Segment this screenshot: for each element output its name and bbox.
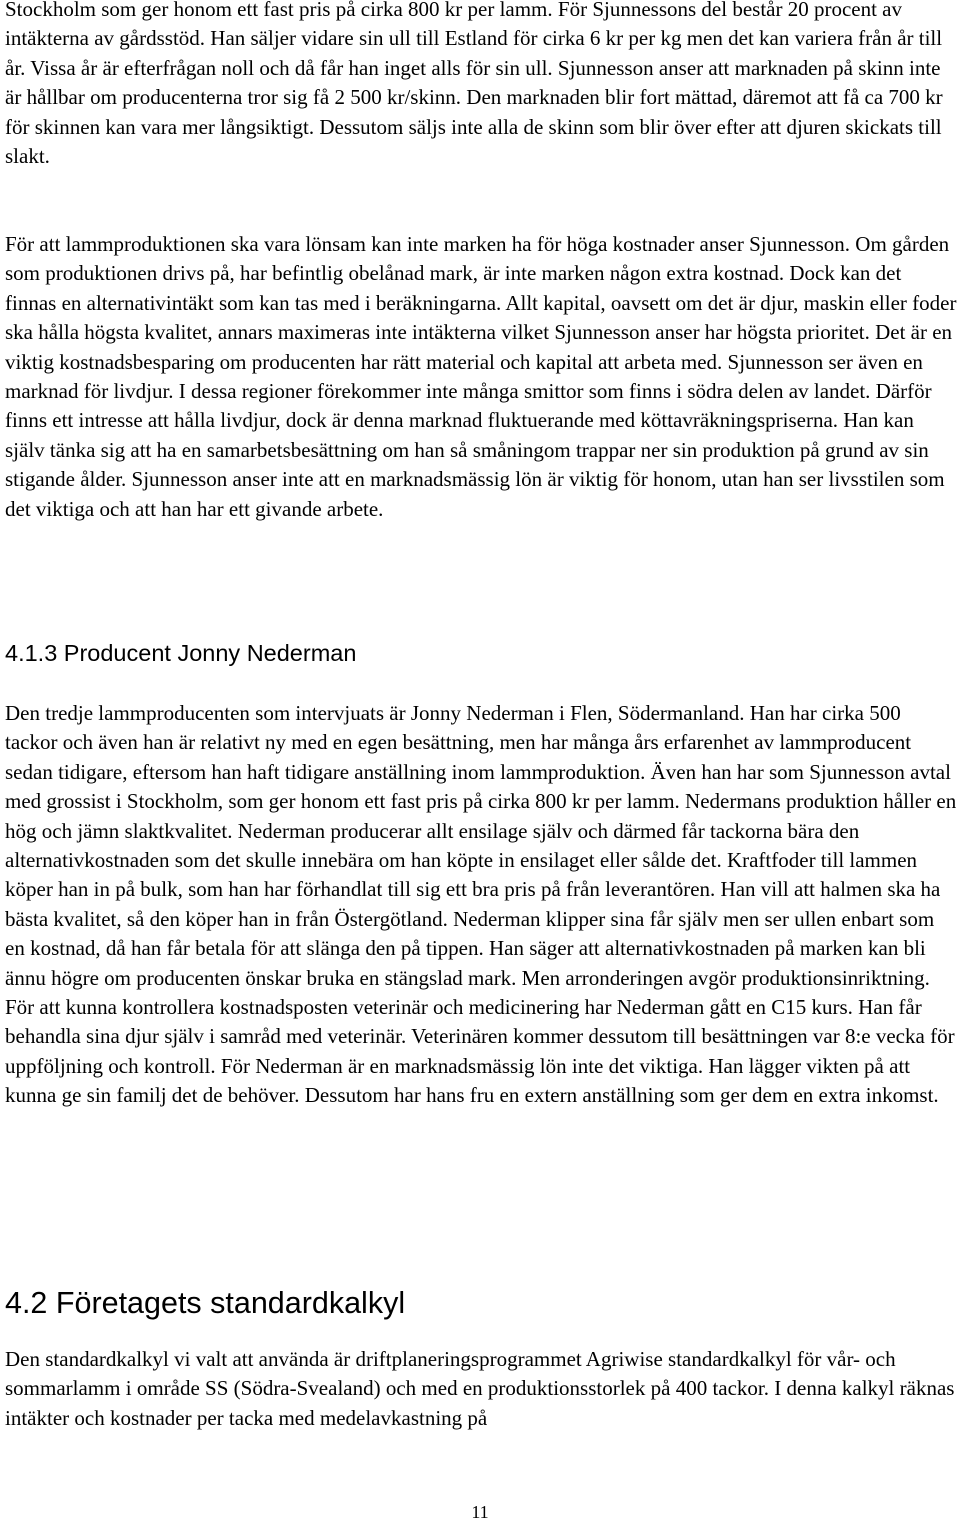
paragraph-nederman: Den tredje lammproducenten som intervjuats är Jonny Nederman i Flen, Södermanland. Han har cirka 500 tackor och även han är relativt ny med en egen besättning, men har många års erfarenhet av lammproducent sedan tidigare, eftersom han haft tidigare anställning inom lammproduktion. Även han har som Sjunnesson avtal med grossist i Stockholm, som ger honom ett fast pris på cirka 800 kr per lamm. Nedermans produktion håller en hög och jämn slaktkvalitet. Nederman producerar allt ensilage själv och därmed får tackorna bära den alternativkostnaden som det skulle innebära om han köpte in ensilaget eller sålde det. Kraftfoder till lammen köper han in på bulk, som han har förhandlat till sig ett bra pris på från leverantören. Han vill att halmen ska ha bästa kvalitet, så den köper han in från Östergötland. Nederman klipper sina får själv men ser ullen enbart som en kostnad, då han får betala för att slänga den på tippen. Han säger att alternativkostnaden på marken kan bli ännu högre om producenten önskar bruka en stängslad mark. Men arronderingen avgör produktionsinriktning. För att kunna kontrollera kostnadsposten veterinär och medicinering har Nederman gått en C15 kurs. Han får behandla sina djur själv i samråd med veterinär. Veterinären kommer dessutom till besättningen var 8:e vecka för uppföljning och kontroll. För Nederman är en marknadsmässig lön inte det viktiga. Han lägger vikten på att kunna ge sin familj det de behöver. Dessutom har hans fru en extern anställning som ger dem en extra inkomst. [5, 701, 957, 1108]
page-number: 11 [471, 1502, 489, 1522]
section-heading-4-1-3: 4.1.3 Producent Jonny Nederman [5, 640, 357, 666]
section-heading-4-2: 4.2 Företagets standardkalkyl [5, 1286, 406, 1320]
paragraph-standardkalkyl: Den standardkalkyl vi valt att använda är driftplaneringsprogrammet Agriwise standardkalkyl för vår- och sommarlamm i område SS (Södra-Svealand) och med en produktionsstorlek på 400 tackor. I denna kalkyl räknas intäkter och kostnader per tacka med medelavkastning på [5, 1347, 955, 1430]
paragraph-sjunnesson-profitability: För att lammproduktionen ska vara lönsam kan inte marken ha för höga kostnader anser Sjunnesson. Om gården som produktionen drivs på, har befintlig obelånad mark, är inte marken någon extra kostnad. Dock kan det finnas en alternativintäkt som kan tas med i beräkningarna. Allt kapital, oavsett om det är djur, maskin eller foder ska hålla högsta kvalitet, annars maximeras inte intäkterna vilket Sjunnesson anser har högsta prioritet. Det är en viktig kostnadsbesparing om producenten har rätt material och kapital att arbeta med. Sjunnesson ser även en marknad för livdjur. I dessa regioner förekommer inte många smittor som finns i södra delen av landet. Därför finns ett intresse att hålla livdjur, dock är denna marknad fluktuerande med köttavräkningspriserna. Han kan själv tänka sig att ha en samarbetsbesättning om han så småningom trappar ner sin produktion på grund av sin stigande ålder. Sjunnesson anser inte att en marknadsmässig lön är viktig för honom, utan han ser livsstilen som det viktiga och att han har ett givande arbete. [5, 232, 957, 521]
paragraph-sjunnesson-market: Stockholm som ger honom ett fast pris på cirka 800 kr per lamm. För Sjunnessons del består 20 procent av intäkterna av gårdsstöd. Han säljer vidare sin ull till Estland för cirka 6 kr per kg men det kan variera från år till år. Vissa år är efterfrågan noll och då får han inget alls för sin ull. Sjunnesson anser att marknaden på skinn inte är hållbar om producenterna tror sig få 2 500 kr/skinn. Den marknaden blir fort mättad, däremot att få ca 700 kr för skinnen kan vara mer långsiktigt. Dessutom säljs inte alla de skinn som blir över efter att djuren skickats till slakt. [5, 0, 943, 169]
